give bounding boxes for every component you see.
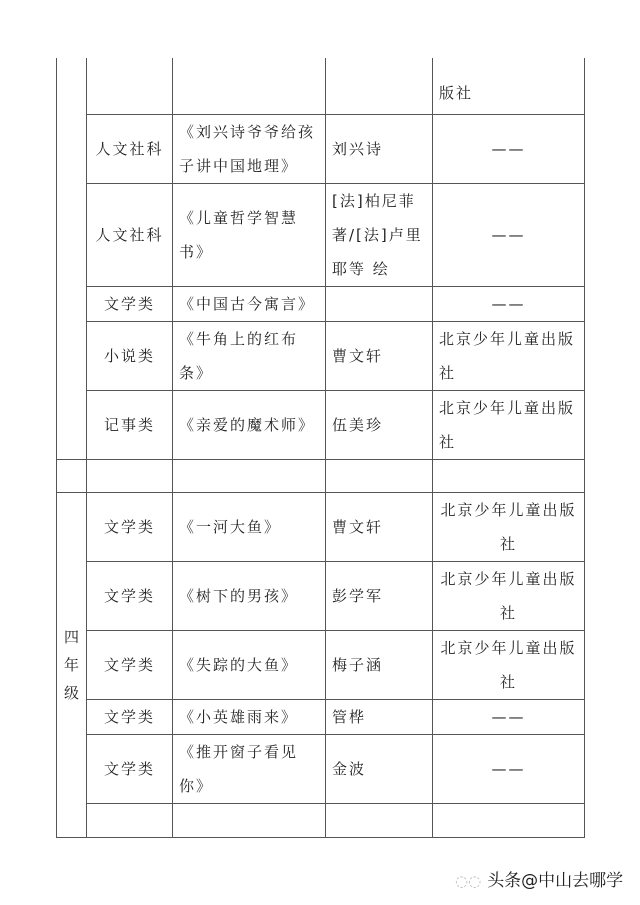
table-row — [57, 734, 585, 803]
publisher-cell: 版社 — [433, 58, 585, 114]
title-cell: 《推开窗子看见你》 — [173, 734, 326, 803]
publisher-cell: 北京少年儿童出版社 — [433, 390, 585, 459]
table-row-empty — [57, 459, 585, 492]
table-row — [57, 183, 585, 286]
publisher-cell: 北京少年儿童出版社 — [433, 630, 585, 699]
category-cell: 人文社科 — [87, 114, 173, 183]
table-row-empty — [57, 803, 585, 837]
category-cell: 小说类 — [87, 321, 173, 390]
publisher-cell: —— — [433, 734, 585, 803]
title-cell: 《一河大鱼》 — [173, 492, 326, 561]
title-cell: 《失踪的大鱼》 — [173, 630, 326, 699]
author-cell: 梅子涵 — [326, 630, 433, 699]
publisher-cell: 北京少年儿童出版社 — [433, 321, 585, 390]
category-cell: 文学类 — [87, 734, 173, 803]
category-cell: 人文社科 — [87, 183, 173, 286]
publisher-cell: 北京少年儿童出版社 — [433, 561, 585, 630]
category-cell: 文学类 — [87, 286, 173, 321]
title-cell: 《儿童哲学智慧书》 — [173, 183, 326, 286]
publisher-cell: —— — [433, 286, 585, 321]
title-cell: 《亲爱的魔术师》 — [173, 390, 326, 459]
title-cell: 《刘兴诗爷爷给孩子讲中国地理》 — [173, 114, 326, 183]
author-cell: [法]柏尼菲 著/[法]卢里耶等 绘 — [326, 183, 433, 286]
publisher-cell: 北京少年儿童出版社 — [433, 492, 585, 561]
author-cell: 曹文轩 — [326, 492, 433, 561]
grade-cell — [57, 492, 87, 837]
title-cell: 《中国古今寓言》 — [173, 286, 326, 321]
grade-cell — [57, 58, 87, 459]
title-cell: 《树下的男孩》 — [173, 561, 326, 630]
publisher-cell: —— — [433, 183, 585, 286]
author-cell: 伍美珍 — [326, 390, 433, 459]
table-row — [57, 699, 585, 734]
watermark — [455, 866, 623, 891]
title-cell: 《小英雄雨来》 — [173, 699, 326, 734]
category-cell: 文学类 — [87, 492, 173, 561]
author-cell: 管桦 — [326, 699, 433, 734]
wechat-icon: ◌◌ — [455, 872, 482, 890]
table-row — [57, 286, 585, 321]
author-cell — [326, 286, 433, 321]
category-cell: 记事类 — [87, 390, 173, 459]
table-row — [57, 492, 585, 561]
grade-label: 四年级 — [63, 627, 79, 702]
table-row — [57, 321, 585, 390]
table-row — [57, 561, 585, 630]
publisher-cell: —— — [433, 114, 585, 183]
author-cell: 刘兴诗 — [326, 114, 433, 183]
table-row — [57, 58, 585, 114]
watermark-text: 头条@中山去哪学 — [487, 871, 624, 891]
table-row — [57, 114, 585, 183]
author-cell: 彭学军 — [326, 561, 433, 630]
author-cell: 金波 — [326, 734, 433, 803]
category-cell: 文学类 — [87, 699, 173, 734]
title-cell: 《牛角上的红布条》 — [173, 321, 326, 390]
table-row — [57, 390, 585, 459]
table-row — [57, 630, 585, 699]
author-cell: 曹文轩 — [326, 321, 433, 390]
category-cell: 文学类 — [87, 630, 173, 699]
category-cell: 文学类 — [87, 561, 173, 630]
book-list-table — [56, 58, 585, 838]
publisher-cell: —— — [433, 699, 585, 734]
